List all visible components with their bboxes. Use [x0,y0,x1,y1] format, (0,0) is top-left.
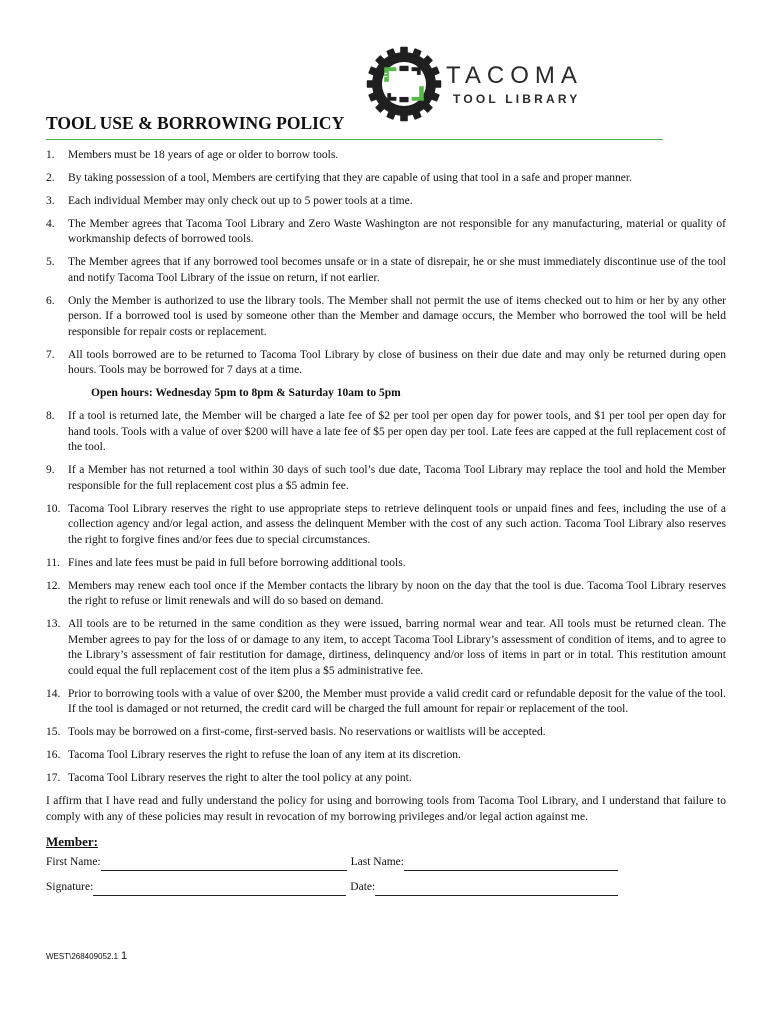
tacoma-tool-library-logo [366,46,616,126]
policy-item-15 [46,725,726,741]
document-id: WEST\268409052.1 [46,952,119,961]
policy-item-8 [46,409,726,456]
policy-number: 3. [46,194,55,207]
policy-number: 12. [46,579,61,592]
logo-subtitle: TOOL LIBRARY [453,92,581,106]
policy-item-4 [46,217,726,248]
signature-field[interactable] [93,883,346,896]
first-name-field[interactable] [101,858,347,871]
policy-number: 6. [46,294,55,307]
policy-item-6 [46,294,726,341]
date-label: Date: [350,881,376,894]
policy-number: 11. [46,556,60,569]
policy-text: By taking possession of a tool, Members are certifying that they are capable of using that tool in a safe and proper manner. [68,171,632,184]
policy-item-2 [46,171,726,187]
logo-name: TACOMA [446,62,583,89]
policy-number: 7. [46,348,55,361]
policy-text: Prior to borrowing tools with a value of over $200, the Member must provide a valid credit card or refundable deposit for the value of the tool. If the tool is damaged or not returned, the credit card will be charged the full amount for repair or replacement of the tool. [68,687,726,716]
policy-item-12 [46,579,726,610]
policy-text: The Member agrees that Tacoma Tool Library and Zero Waste Washington are not responsible for any manufacturing, material or quality of workmanship defects of borrowed tools. [68,217,726,246]
policy-text: All tools borrowed are to be returned to Tacoma Tool Library by close of business on their due date and may only be returned during open hours. Tools may be borrowed for 7 days at a time. [68,348,726,377]
policy-number: 14. [46,687,61,700]
page-title: TOOL USE & BORROWING POLICY [46,113,345,133]
policy-number: 8. [46,410,55,423]
affirmation-statement: I affirm that I have read and fully understand the policy for using and borrowing tools from Tacoma Tool Library, and I understand that failure to comply with any of these policies may result in revocation of my borrowing privileges and/or legal action against me. [46,794,726,823]
policy-text: All tools are to be returned in the same condition as they were issued, barring normal wear and tear. All tools must be returned clean. The Member agrees to pay for the loss of or damage to any item, to accept Tacoma Tool Library’s assessment of condition of items, and to agree to the Library’s assessment of fair restitution for damage, dirtiness, delinquency and/or loss of items in part or in total. This restitution amount could equal the full replacement cost of the item plus a $5 administrative fee. [68,618,726,677]
policy-number: 17. [46,772,61,785]
name-row [46,855,726,871]
policy-item-13 [46,617,726,679]
policy-number: 15. [46,726,61,739]
document-footer [46,950,127,962]
member-heading: Member: [46,834,98,850]
policy-item-1 [46,148,726,164]
policy-item-10 [46,502,726,549]
policy-text: Tacoma Tool Library reserves the right to alter the tool policy at any point. [68,772,412,785]
policy-text: Tools may be borrowed on a first-come, first-served basis. No reservations or waitlists will be accepted. [68,726,546,739]
policy-body [46,148,726,905]
signature-label: Signature: [46,881,94,894]
policy-text: Fines and late fees must be paid in full before borrowing additional tools. [68,556,406,569]
policy-text: Members must be 18 years of age or older to borrow tools. [68,149,339,161]
gear-hands-icon [366,46,442,122]
page-number: 1 [121,950,128,962]
policy-item-5 [46,255,726,286]
date-field[interactable] [375,883,618,896]
last-name-label: Last Name: [350,856,404,869]
first-name-label: First Name: [46,856,101,869]
policy-text: Each individual Member may only check out up to 5 power tools at a time. [68,194,413,207]
policy-text: Tacoma Tool Library reserves the right to use appropriate steps to retrieve delinquent tools or unpaid fines and fees, including the use of a collection agency and/or legal action, and assess the delinquent Member with the cost of any such action. Tacoma Tool Library also reserves the right to forgive fines and/or fees due to special circumstances. [68,502,726,546]
policy-number: 9. [46,464,55,477]
policy-number: 10. [46,502,61,515]
policy-item-9 [46,463,726,494]
policy-number: 5. [46,256,55,269]
last-name-field[interactable] [404,858,618,871]
policy-item-17 [46,771,726,787]
policy-item-14 [46,687,726,718]
policy-number: 1. [46,149,55,161]
policy-text: The Member agrees that if any borrowed tool becomes unsafe or in a state of disrepair, he or she must immediately discontinue use of the tool and notify Tacoma Tool Library of the issue on return, if not earlier. [68,256,726,284]
policy-text: If a Member has not returned a tool within 30 days of such tool’s due date, Tacoma Tool Library may replace the tool and hold the Member responsible for the full replacement cost plus a $5 admin fee. [68,464,726,492]
policy-item-7 [46,348,726,379]
policy-text: Only the Member is authorized to use the library tools. The Member shall not permit the use of items checked out to him or her by any other person. If a borrowed tool is used by someone other than the Member and damage occurs, the Member who borrowed the tool will be held responsible for repair costs or replacement. [68,294,726,338]
policy-item-11 [46,556,726,572]
open-hours: Open hours: Wednesday 5pm to 8pm & Saturday 10am to 5pm [91,387,401,400]
signature-row [46,880,726,896]
title-underline-divider [46,139,663,140]
policy-number: 4. [46,217,55,230]
policy-item-16 [46,748,726,764]
policy-number: 2. [46,171,55,184]
policy-text: If a tool is returned late, the Member will be charged a late fee of $2 per tool per open day for power tools, and $1 per tool per open day for hand tools. Tools with a value of over $200 will have a late fee of $5 per open day per tool. Late fees are capped at the full replacement cost of the tool. [68,410,726,454]
policy-number: 16. [46,749,61,762]
policy-text: Members may renew each tool once if the Member contacts the library by noon on the day that the tool is due. Tacoma Tool Library reserves the right to refuse or limit renewals and will do so based on demand. [68,579,726,608]
policy-number: 13. [46,618,61,631]
policy-text: Tacoma Tool Library reserves the right to refuse the loan of any item at its discretion. [68,749,461,762]
policy-item-3 [46,194,726,210]
